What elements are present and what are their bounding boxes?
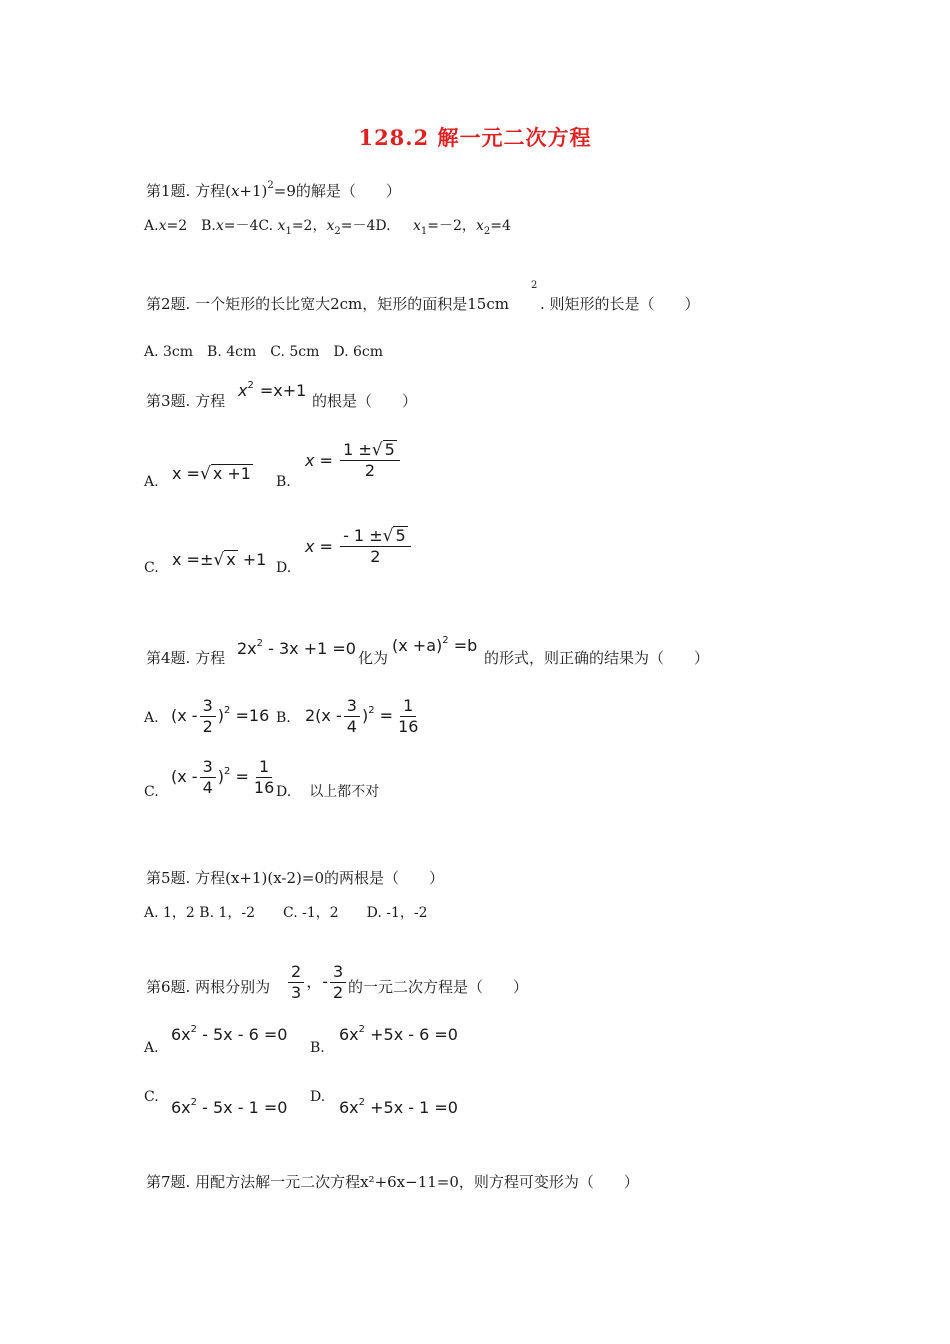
question-text-end: 的根是（ ） (312, 392, 418, 410)
option-c-formula: $6x^2 - 5x - 1 =0$ (171, 1097, 288, 1117)
option-d-label: D. (276, 560, 292, 576)
question-4: 第4题. 方程 (146, 649, 226, 667)
question-text: 方程$(x+1)^2=9$的解是（ ） (195, 180, 401, 200)
question-5 (146, 868, 444, 888)
question-label: 第4题. (146, 649, 191, 667)
equation-1: $2x^2 - 3x +1 =0$ (237, 638, 356, 658)
option-a-formula: x =√ x +1 (172, 464, 251, 484)
question-label: 第5题. (146, 869, 191, 887)
question-text: 方程(x+1)(x-2)=0的两根是（ ） (195, 869, 444, 887)
option-a-label: A. (144, 710, 159, 726)
option-c-formula: (x - $\frac{3}{4}$ )$^2$ = $\frac{1}{16}$ (171, 757, 275, 797)
question-2 (146, 294, 509, 314)
option-b-label: B. (310, 1040, 325, 1056)
question-label: 第2题. (146, 295, 191, 313)
equation: $x^2 =x+1$ (238, 380, 307, 400)
question-text: 用配方法解一元二次方程x²+6x−11=0，则方程可变形为（ ） (195, 1173, 639, 1191)
question-text-end: 的形式，则正确的结果为（ ） (484, 649, 710, 667)
question-6: 第6题. 两根分别为 (146, 978, 271, 996)
option-c-formula: x =±√ x +1 (172, 550, 267, 570)
option-d-formula: x = $\frac{- 1 \pm√ 5}{2}$ (305, 526, 413, 567)
root-fractions: $\frac{2}{3}$ ，- $\frac{3}{2}$ (286, 962, 348, 1003)
question-1-options: A.x=2 B.x=－4C. $x_1=2$，$x_2=-4D$. $x_1=-2$，$x_2=4$ (144, 218, 511, 237)
option-c-label: C. (144, 560, 159, 576)
question-text-mid: 化为 (358, 649, 389, 667)
option-d-label: D. (310, 1089, 326, 1105)
question-5-options: A. 1，2 B. 1，-2 C. -1，2 D. -1，-2 (144, 905, 428, 921)
superscript: 2 (531, 280, 538, 291)
equation-2: $(x +a)^2 =b$ (392, 635, 478, 655)
question-label: 第1题. (146, 182, 191, 200)
option-b-formula: x = $\frac{1 \pm√ 5}{2}$ (305, 440, 402, 481)
option-b-formula: 2(x - $\frac{3}{4}$ )$^2$ = $\frac{1}{16}$ (305, 696, 419, 736)
question-3: 第3题. 方程 (146, 392, 226, 410)
option-a-formula: (x - $\frac{3}{2}$ )$^2$ =16 (171, 696, 270, 736)
question-text-end: 的一元二次方程是（ ） (348, 978, 529, 996)
question-2-options: A. 3cm B. 4cm C. 5cm D. 6cm (144, 344, 384, 360)
option-a-formula: $6x^2 - 5x - 6 =0$ (171, 1024, 288, 1044)
question-text: 一个矩形的长比宽大2cm，矩形的面积是15cm (195, 295, 509, 313)
option-c-label: C. (144, 1089, 159, 1105)
option-d: D. 以上都不对 (276, 784, 380, 800)
question-label: 第7题. (146, 1173, 191, 1191)
option-a-label: A. (144, 1040, 159, 1056)
option-b-formula: $6x^2 +5x - 6 =0$ (339, 1024, 458, 1044)
option-b-label: B. (276, 474, 291, 490)
option-c-label: C. (144, 784, 159, 800)
question-label: 第3题. (146, 392, 191, 410)
question-label: 第6题. (146, 978, 191, 996)
question-text-end: . 则矩形的长是（ ） (540, 295, 700, 313)
option-b-label: B. (276, 710, 291, 726)
option-a-label: A. (144, 474, 159, 490)
question-7 (146, 1172, 639, 1192)
question-1 (146, 176, 401, 201)
page-title: 128.2 解一元二次方程 (358, 125, 592, 150)
option-d-formula: $6x^2 +5x - 1 =0$ (339, 1097, 458, 1117)
